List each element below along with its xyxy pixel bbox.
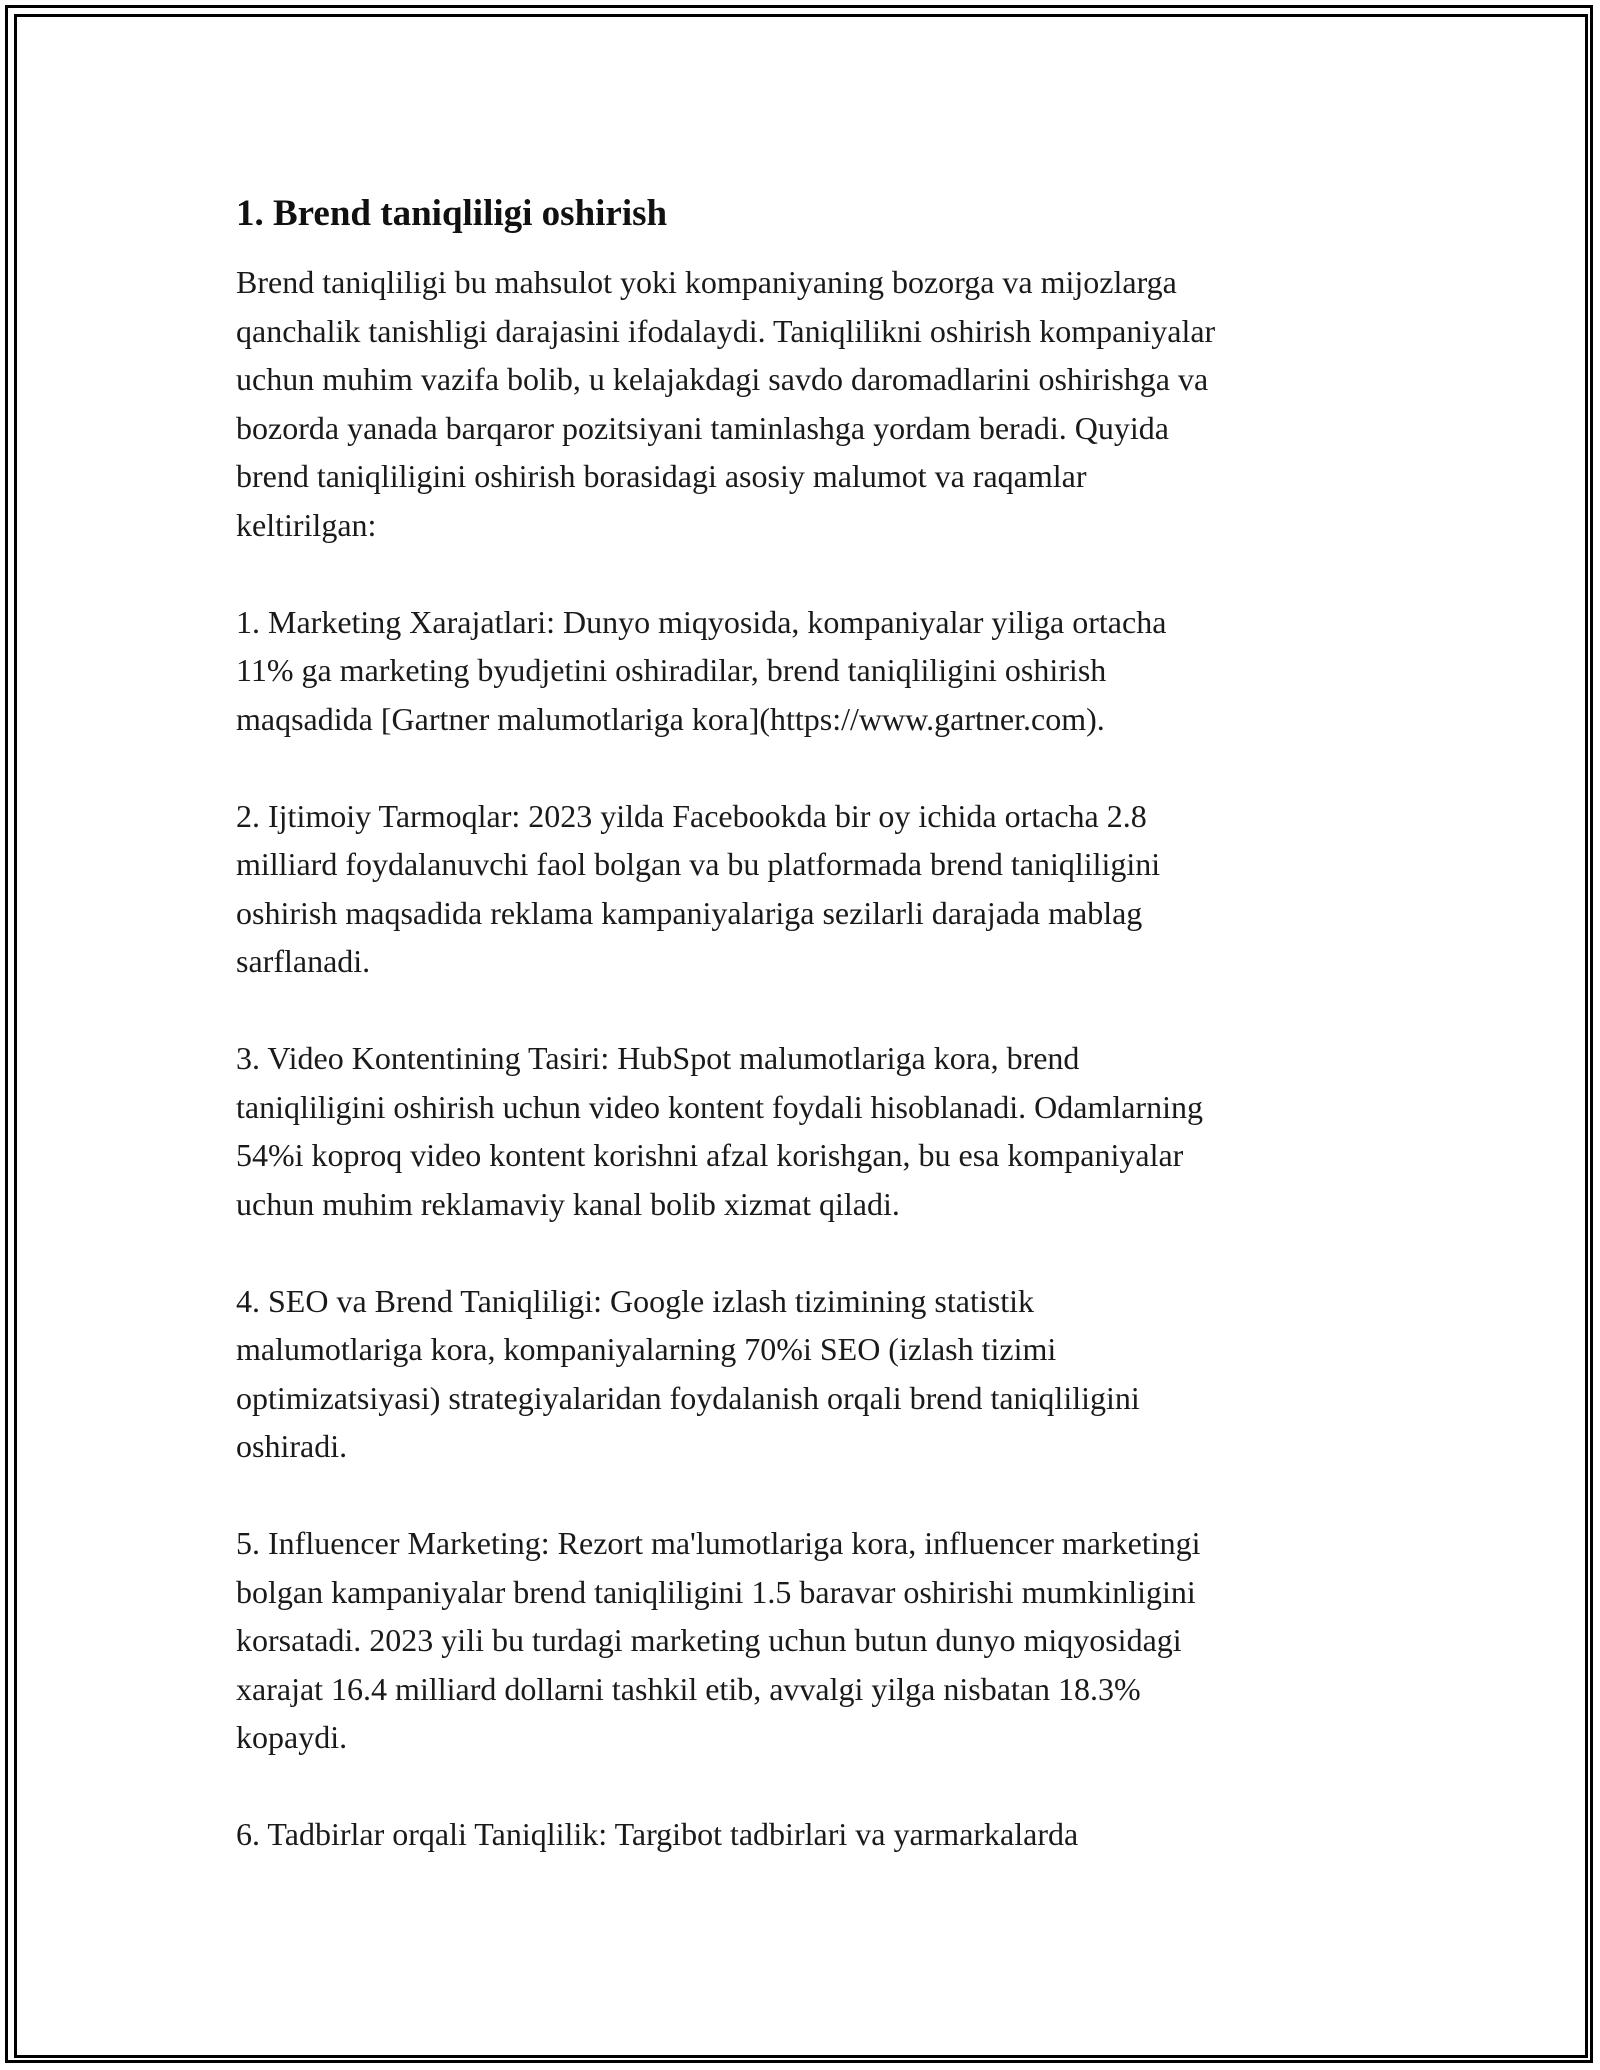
text-line: milliard foydalanuvchi faol bolgan va bu platformada brend taniqliligini xyxy=(236,846,1161,882)
text-line: maqsadida [Gartner malumotlariga kora](https://www.gartner.com). xyxy=(236,700,1105,737)
text-line: 1. Marketing Xarajatlari: Dunyo miqyosida, kompaniyalar yiliga ortacha xyxy=(236,603,1167,640)
text-line: brend taniqliligini oshirish borasidagi asosiy malumot va raqamlar xyxy=(236,458,1087,494)
text-line: korsatadi. 2023 yili bu turdagi marketing uchun butun dunyo miqyosidagi xyxy=(236,1622,1182,1658)
text-line: oshirish maqsadida reklama kampaniyalariga sezilarli darajada mablag xyxy=(236,894,1143,931)
paragraph-item-6 xyxy=(236,1810,1386,1859)
text-line: malumotlariga kora, kompaniyalarning 70%i SEO (izlash tizimi xyxy=(236,1331,1057,1367)
page-title: 1. Brend taniqliligi oshirish xyxy=(236,193,668,234)
text-line: 4. SEO va Brend Taniqliligi: Google izlash tizimining statistik xyxy=(236,1282,1034,1319)
paragraph-item-2 xyxy=(236,792,1386,986)
text-line: qanchalik tanishligi darajasini ifodalaydi. Taniqlilikni oshirish kompaniyalar xyxy=(236,312,1216,349)
text-line: uchun muhim vazifa bolib, u kelajakdagi savdo daromadlarini oshirishga va xyxy=(236,361,1209,397)
paragraph-item-5 xyxy=(236,1519,1386,1762)
text-line: Brend taniqliligi bu mahsulot yoki kompaniyaning bozorga va mijozlarga xyxy=(236,264,1177,300)
text-line: oshiradi. xyxy=(236,1428,348,1464)
text-line: 6. Tadbirlar orqali Taniqlilik: Targibot tadbirlari va yarmarkalarda xyxy=(236,1816,1079,1852)
document-body xyxy=(236,190,1386,1907)
text-line: 11% ga marketing byudjetini oshiradilar, brend taniqliligini oshirish xyxy=(236,652,1107,688)
text-line: 54%i koproq video kontent korishni afzal korishgan, bu esa kompaniyalar xyxy=(236,1137,1184,1173)
text-line: uchun muhim reklamaviy kanal bolib xizmat qiladi. xyxy=(236,1185,900,1222)
text-line: bozorda yanada barqaror pozitsiyani taminlashga yordam beradi. Quyida xyxy=(236,409,1169,446)
text-line: keltirilgan: xyxy=(236,506,377,543)
text-line: optimizatsiyasi) strategiyalaridan foydalanish orqali brend taniqliligini xyxy=(236,1379,1140,1416)
paragraph-item-3 xyxy=(236,1034,1386,1228)
text-line: 5. Influencer Marketing: Rezort ma'lumotlariga kora, influencer marketingi xyxy=(236,1525,1201,1561)
paragraph-intro xyxy=(236,258,1386,549)
text-line: taniqliligini oshirish uchun video kontent foydali hisoblanadi. Odamlarning xyxy=(236,1088,1203,1125)
text-line: 3. Video Kontentining Tasiri: HubSpot malumotlariga kora, brend xyxy=(236,1040,1080,1076)
text-line: 2. Ijtimoiy Tarmoqlar: 2023 yilda Facebookda bir oy ichida ortacha 2.8 xyxy=(236,797,1147,834)
text-line: kopaydi. xyxy=(236,1719,348,1755)
paragraph-item-1 xyxy=(236,598,1386,744)
text-line: sarflanadi. xyxy=(236,943,371,979)
text-line: bolgan kampaniyalar brend taniqliligini 1.5 baravar oshirishi mumkinligini xyxy=(236,1573,1196,1610)
paragraph-item-4 xyxy=(236,1277,1386,1471)
text-line: xarajat 16.4 milliard dollarni tashkil etib, avvalgi yilga nisbatan 18.3% xyxy=(236,1670,1141,1707)
